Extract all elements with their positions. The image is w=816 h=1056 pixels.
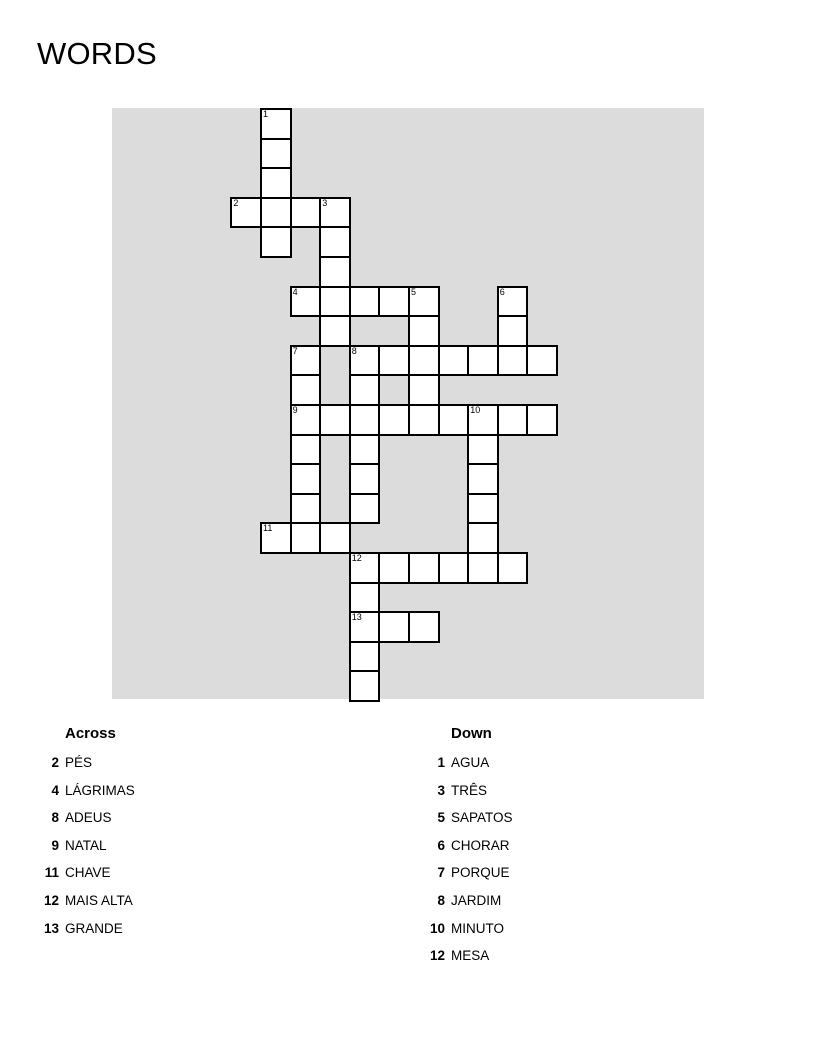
- grid-cell[interactable]: [378, 286, 410, 318]
- grid-cell[interactable]: [467, 552, 499, 584]
- grid-cell[interactable]: [290, 286, 322, 318]
- clue-number: 8: [51, 810, 59, 826]
- page-title: WORDS: [37, 36, 157, 71]
- grid-cell[interactable]: [290, 463, 322, 495]
- grid-cell[interactable]: [349, 374, 381, 406]
- grid-cell[interactable]: [497, 286, 529, 318]
- grid-cell[interactable]: [290, 374, 322, 406]
- across-clue: [37, 864, 135, 892]
- clue-text: MESA: [451, 948, 490, 964]
- clue-number: 2: [233, 197, 239, 208]
- grid-cell[interactable]: [290, 197, 322, 229]
- grid-cell[interactable]: [526, 345, 558, 377]
- grid-cell[interactable]: [349, 345, 381, 377]
- grid-cell[interactable]: [467, 463, 499, 495]
- grid-cell[interactable]: [467, 522, 499, 554]
- grid-cell[interactable]: [260, 522, 292, 554]
- clue-text: GRANDE: [65, 920, 123, 936]
- grid-cell[interactable]: [497, 404, 529, 436]
- across-clue: [37, 920, 135, 948]
- clue-number: 6: [499, 286, 505, 297]
- grid-cell[interactable]: [349, 463, 381, 495]
- grid-cell[interactable]: [319, 256, 351, 288]
- grid-cell[interactable]: [408, 404, 440, 436]
- grid-cell[interactable]: [349, 670, 381, 702]
- across-clue: [37, 754, 135, 782]
- grid-cell[interactable]: [378, 552, 410, 584]
- grid-cell[interactable]: [408, 315, 440, 347]
- down-clue: [423, 782, 513, 810]
- crossword-grid: [112, 108, 704, 699]
- clue-number: 10: [429, 920, 445, 936]
- down-clue-list: [423, 754, 513, 975]
- across-clue: [37, 837, 135, 865]
- down-clue: [423, 892, 513, 920]
- across-clue: [37, 782, 135, 810]
- grid-cell[interactable]: [497, 552, 529, 584]
- clue-number: 12: [429, 948, 445, 964]
- clue-number: 4: [292, 286, 298, 297]
- across-clue: [37, 892, 135, 920]
- clue-number: 9: [292, 405, 298, 415]
- grid-cell[interactable]: [438, 345, 470, 377]
- grid-cell[interactable]: [260, 167, 292, 199]
- clue-number: 12: [43, 892, 59, 908]
- grid-cell[interactable]: [290, 522, 322, 554]
- across-heading: Across: [65, 725, 116, 742]
- grid-cell[interactable]: [467, 493, 499, 525]
- grid-cell[interactable]: [319, 197, 351, 229]
- grid-cell[interactable]: [319, 286, 351, 318]
- grid-cell[interactable]: [526, 404, 558, 436]
- grid-cell[interactable]: [378, 611, 410, 643]
- clue-number: 13: [43, 920, 59, 936]
- grid-cell[interactable]: [319, 522, 351, 554]
- grid-cell[interactable]: [408, 611, 440, 643]
- clue-number: 4: [51, 782, 59, 798]
- down-clue: [423, 837, 513, 865]
- clue-number: 11: [263, 523, 273, 534]
- clue-number: 6: [437, 837, 445, 853]
- clue-number: 2: [51, 755, 59, 770]
- grid-cell[interactable]: [260, 197, 292, 229]
- clue-number: 3: [437, 782, 445, 798]
- clue-number: 3: [322, 197, 328, 208]
- down-heading: Down: [451, 725, 492, 742]
- grid-cell[interactable]: [290, 434, 322, 466]
- grid-cell[interactable]: [349, 434, 381, 466]
- down-clue: [423, 920, 513, 948]
- grid-cell[interactable]: [319, 226, 351, 258]
- clue-number: 8: [437, 892, 445, 908]
- grid-cell[interactable]: [290, 345, 322, 377]
- clue-text: CHORAR: [451, 837, 510, 853]
- down-clues: [423, 723, 513, 975]
- grid-cell[interactable]: [319, 404, 351, 436]
- clue-number: 13: [351, 612, 362, 623]
- clue-text: PÉS: [65, 755, 93, 770]
- grid-cell[interactable]: [349, 582, 381, 614]
- clue-number: 12: [351, 553, 362, 563]
- clue-number: 7: [437, 865, 445, 881]
- clue-text: JARDIM: [451, 892, 502, 908]
- grid-cell[interactable]: [408, 345, 440, 377]
- clue-number: 11: [44, 865, 59, 881]
- grid-cell[interactable]: [497, 315, 529, 347]
- across-clues: [37, 723, 135, 947]
- grid-cell[interactable]: [260, 108, 292, 140]
- grid-cell[interactable]: [467, 404, 499, 436]
- grid-cell[interactable]: [467, 345, 499, 377]
- grid-cell[interactable]: [260, 226, 292, 258]
- grid-cell[interactable]: [290, 404, 322, 436]
- down-clue: [423, 754, 513, 782]
- grid-cell[interactable]: [349, 641, 381, 673]
- clue-text: PORQUE: [451, 865, 510, 881]
- clue-number: 8: [351, 345, 357, 356]
- grid-cell[interactable]: [378, 404, 410, 436]
- clue-number: 9: [51, 837, 59, 853]
- clue-number: 7: [292, 345, 298, 356]
- grid-cell[interactable]: [230, 197, 262, 229]
- grid-cell[interactable]: [349, 493, 381, 525]
- down-clue: [423, 809, 513, 837]
- grid-cell[interactable]: [349, 611, 381, 643]
- clue-text: AGUA: [451, 755, 490, 770]
- grid-cell[interactable]: [408, 552, 440, 584]
- grid-cell[interactable]: [438, 552, 470, 584]
- clue-number: 1: [437, 755, 445, 770]
- clue-text: TRÊS: [451, 782, 488, 798]
- grid-cell[interactable]: [290, 493, 322, 525]
- grid-cell[interactable]: [378, 345, 410, 377]
- clue-number: 5: [437, 810, 445, 826]
- clue-text: ADEUS: [65, 810, 112, 826]
- clue-number: 10: [470, 405, 481, 415]
- clue-number: 1: [263, 109, 269, 119]
- grid-cell[interactable]: [349, 552, 381, 584]
- grid-cell[interactable]: [438, 404, 470, 436]
- grid-cell[interactable]: [260, 138, 292, 170]
- grid-cell[interactable]: [408, 374, 440, 406]
- grid-cell[interactable]: [497, 345, 529, 377]
- clue-text: MAIS ALTA: [65, 892, 133, 908]
- down-clue: [423, 947, 513, 975]
- clue-number: 5: [411, 286, 417, 297]
- clue-text: NATAL: [65, 837, 107, 853]
- grid-cell[interactable]: [408, 286, 440, 318]
- clue-text: LÁGRIMAS: [65, 782, 135, 798]
- grid-cell[interactable]: [319, 315, 351, 347]
- across-clue-list: [37, 754, 135, 947]
- grid-cell[interactable]: [349, 286, 381, 318]
- clue-text: SAPATOS: [451, 810, 513, 826]
- clue-text: MINUTO: [451, 920, 504, 936]
- grid-cell[interactable]: [467, 434, 499, 466]
- down-clue: [423, 864, 513, 892]
- clue-text: CHAVE: [65, 865, 111, 881]
- grid-cell[interactable]: [349, 404, 381, 436]
- across-clue: [37, 809, 135, 837]
